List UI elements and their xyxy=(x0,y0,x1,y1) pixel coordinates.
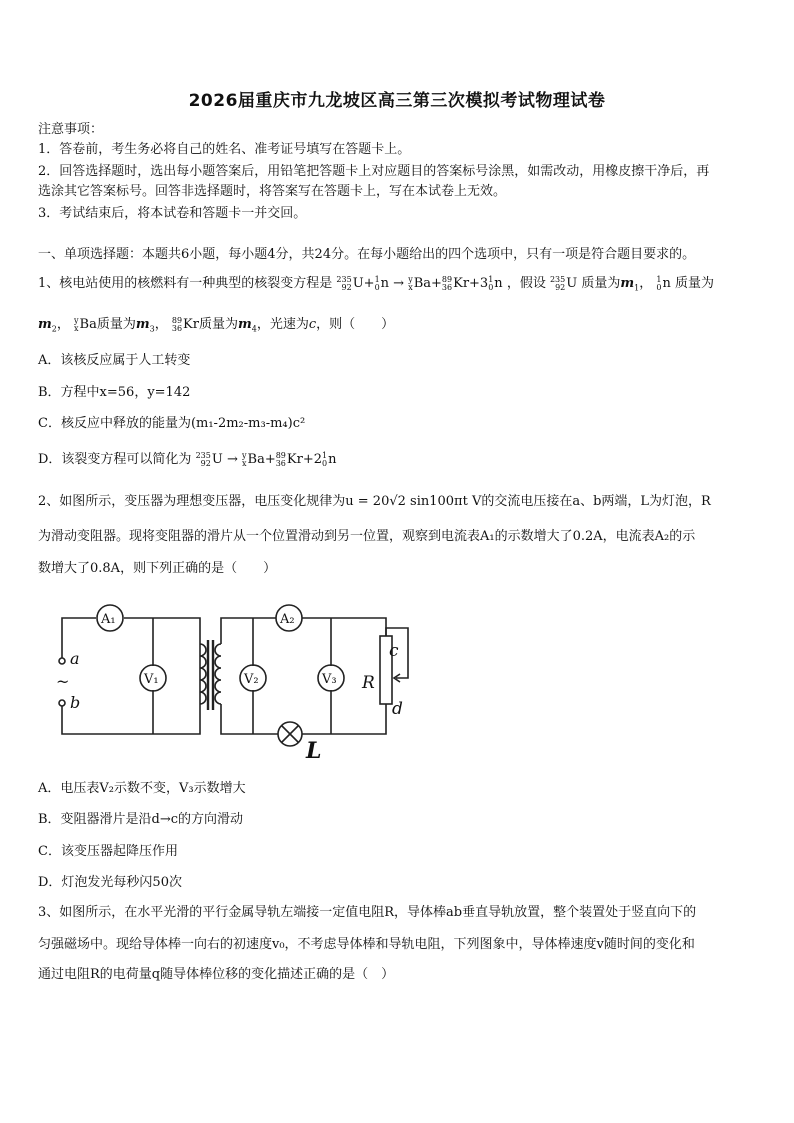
terminal-b xyxy=(59,700,65,706)
note-item-3: 3．考试结束后，将本试卷和答题卡一并交回。 xyxy=(38,206,307,221)
q1-option-d: D．该裂变方程可以简化为 xyxy=(38,452,192,467)
q1-option-d-line xyxy=(38,451,758,469)
label-tilde: ~ xyxy=(56,672,70,691)
q2-option-d: D．灯泡发光每秒闪50次 xyxy=(38,875,182,890)
q3-stem-line1: 3、如图所示，在水平光滑的平行金属导轨左端接一定值电阻R，导体棒ab垂直导轨放置，整个装置处于竖直向下的 xyxy=(38,905,697,920)
q1-fission-equation: 235 92 U+ 1 0 n → y x Ba+ 89 36 Kr+3 1 0 n xyxy=(336,274,507,292)
label-a1: A₁ xyxy=(101,612,116,627)
q1-option-c: C．核反应中释放的能量为(m₁-2m₂-m₃-m₄)c² xyxy=(38,416,306,431)
section-heading: 一、单项选择题：本题共6小题，每小题4分，共24分。在每小题给出的四个选项中，只有一项是符合题目要求的。 xyxy=(38,247,696,262)
label-d: d xyxy=(392,699,403,719)
q1-stem-line2: $m_2$， y x Ba质量为$m_3$， 89 36 Kr质量为$m_4$，光速为c，则（ ） xyxy=(38,315,395,334)
q1-line2-a: 质量为 xyxy=(96,317,136,332)
note-item-2: 2．回答选择题时，选出每小题答案后，用铅笔把答题卡上对应题目的答案标号涂黑，如需改动，用橡皮擦干净后，再 xyxy=(38,164,710,179)
q1-option-a: A．该核反应属于人工转变 xyxy=(38,353,191,368)
q1-line2-c: ，光速为 xyxy=(256,317,309,332)
primary-coil xyxy=(200,644,206,704)
label-a: a xyxy=(70,649,80,668)
label-b: b xyxy=(70,693,81,712)
page-title: 2026届重庆市九龙坡区高三第三次模拟考试物理试卷 xyxy=(188,91,606,111)
primary-loop-wire xyxy=(62,618,200,734)
q2-option-b: B．变阻器滑片是沿d→c的方向滑动 xyxy=(38,812,244,827)
label-v3: V₃ xyxy=(322,672,337,687)
q1-line2-d: ，则（ ） xyxy=(316,317,395,332)
q2-option-c: C．该变压器起降压作用 xyxy=(38,844,178,859)
q1-stem-b: ，假设 xyxy=(506,276,546,291)
q2-option-a: A．电压表V₂示数不变，V₃示数增大 xyxy=(38,781,246,796)
q1-stem-c: 质量为 xyxy=(581,276,621,291)
q2-stem-line1: 2、如图所示，变压器为理想变压器，电压变化规律为u = 20√2 sin100πt V的交流电压接在a、b两端，L为灯泡，R xyxy=(38,494,711,509)
transformer-circuit-diagram xyxy=(50,600,420,770)
note-item-2-cont: 选涂其它答案标号。回答非选择题时，将答案写在答题卡上，写在本试卷上无效。 xyxy=(38,184,507,199)
label-c: c xyxy=(389,641,399,661)
q1-stem-e: 质量为 xyxy=(674,276,714,291)
note-item-1: 1．答卷前，考生务必将自己的姓名、准考证号填写在答题卡上。 xyxy=(38,142,411,157)
terminal-a xyxy=(59,658,65,664)
label-v1: V₁ xyxy=(144,672,159,687)
q1-stem-d: ， xyxy=(639,276,653,291)
q1-stem-a: 1、核电站使用的核燃料有一种典型的核裂变方程是 xyxy=(38,276,333,291)
q2-stem-line3: 数增大了0.8A，则下列正确的是（ ） xyxy=(38,561,277,576)
q3-stem-line2: 匀强磁场中。现给导体棒一向右的初速度v₀，不考虑导体棒和导轨电阻，下列图象中，导体棒速度v随时间的变化和 xyxy=(38,937,695,952)
notes-heading: 注意事项： xyxy=(38,122,104,137)
label-l: L xyxy=(306,738,322,764)
q1-stem-line1: 1、核电站使用的核燃料有一种典型的核裂变方程是 235 92 U+ 1 0 n → y x Ba+ 89 36 Kr+3 1 0 n ，假设 235 92 U 质量为$m_1$， 1 0 n 质量为 xyxy=(38,274,714,293)
q3-stem-line3: 通过电阻R的电荷量q随导体棒位移的变化描述正确的是（ ） xyxy=(38,967,395,982)
label-a2: A₂ xyxy=(280,612,295,627)
secondary-coil xyxy=(215,644,221,704)
q1-option-b: B．方程中x=56，y=142 xyxy=(38,385,191,400)
q1-line2-b: 质量为 xyxy=(198,317,238,332)
q1-option-d-equation: 235 92 U → y x Ba+ 89 36 Kr+2 1 0 n xyxy=(195,450,337,468)
label-v2: V₂ xyxy=(244,672,259,687)
q2-stem-line2: 为滑动变阻器。现将变阻器的滑片从一个位置滑动到另一位置，观察到电流表A₁的示数增大了0.2A，电流表A₂的示 xyxy=(38,529,696,544)
label-r: R xyxy=(362,673,375,693)
